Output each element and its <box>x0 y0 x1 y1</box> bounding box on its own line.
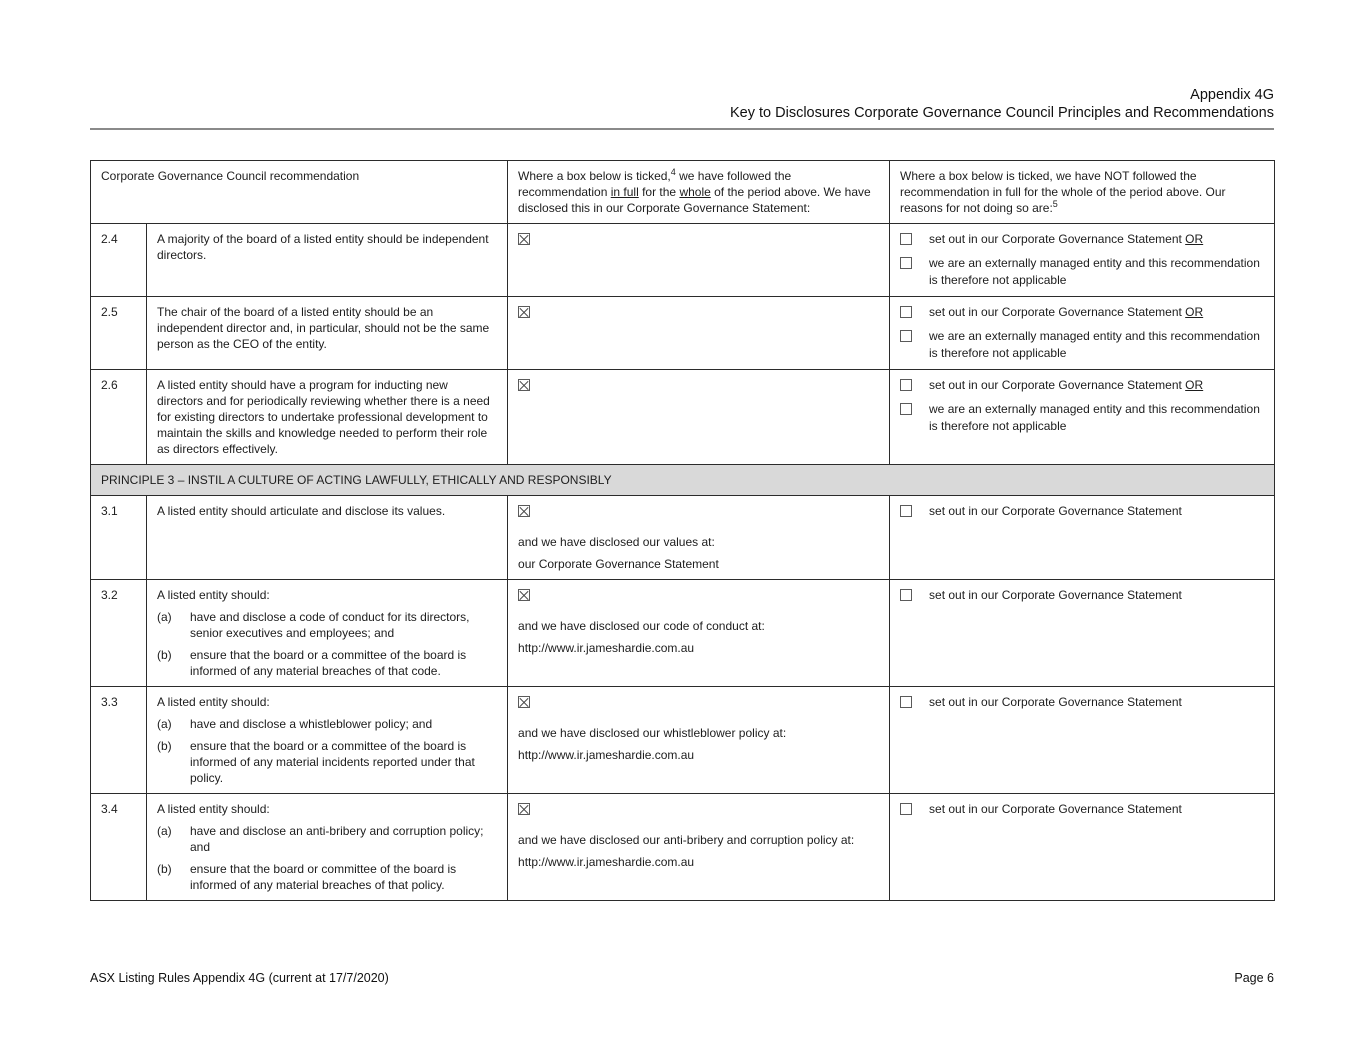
table-row-3-3 <box>91 687 1275 794</box>
not-followed-cell <box>890 370 1275 465</box>
rec-item-b: (b) ensure that the board or a committee of the board is informed of any material breaches of that code. <box>157 648 467 678</box>
checkbox-followed-3-2[interactable] <box>518 589 530 601</box>
footer-source: ASX Listing Rules Appendix 4G (current at 17/7/2020) <box>90 971 389 985</box>
table-row-3-4 <box>91 794 1275 901</box>
or-label: OR <box>1185 232 1204 246</box>
not-followed-cell <box>890 687 1275 794</box>
not-followed-cell <box>890 224 1275 297</box>
item-label-a: (a) <box>157 717 172 731</box>
disclosure-url: http://www.ir.jameshardie.com.au <box>518 748 695 762</box>
checkbox-set-out-3-1[interactable] <box>900 505 912 517</box>
rec-item-a: (a) have and disclose an anti-bribery and corruption policy; and <box>157 824 484 854</box>
row-number: 2.5 <box>91 297 147 370</box>
checkbox-set-out-2-6[interactable] <box>900 379 912 391</box>
underlined-in-full: in full <box>610 185 639 199</box>
not-followed-cell <box>890 496 1275 580</box>
row-number: 2.4 <box>91 224 147 297</box>
disclosure-line: and we have disclosed our anti-bribery and corruption policy at: <box>518 833 855 847</box>
rec-item-a: (a) have and disclose a whistleblower policy; and <box>157 717 433 731</box>
not-followed-cell <box>890 580 1275 687</box>
checkbox-set-out-3-2[interactable] <box>900 589 912 601</box>
recommendation-cell: A listed entity should: (a) have and disclose an anti-bribery and corruption policy; and (b) ensure that the board or committee of the board is informed of any material breaches of that policy. <box>147 794 508 901</box>
row-number: 3.4 <box>91 794 147 901</box>
checkbox-set-out-2-5[interactable] <box>900 306 912 318</box>
checkbox-followed-3-4[interactable] <box>518 803 530 815</box>
item-label-a: (a) <box>157 610 172 624</box>
row-number: 3.1 <box>91 496 147 580</box>
table-header-row <box>91 161 1275 224</box>
option-set-out: set out in our Corporate Governance Statement OR <box>900 377 1264 394</box>
table-row-3-1 <box>91 496 1275 580</box>
or-label: OR <box>1185 378 1204 392</box>
rec-item-b: (b) ensure that the board or a committee of the board is informed of any material incidents reported under that policy. <box>157 739 475 785</box>
option-set-out: set out in our Corporate Governance Statement OR <box>900 304 1264 321</box>
rec-item-b: (b) ensure that the board or committee of the board is informed of any material breaches of that policy. <box>157 862 457 892</box>
followed-cell <box>508 496 890 580</box>
recommendation-cell: A listed entity should: (a) have and disclose a whistleblower policy; and (b) ensure that the board or a committee of the board is informed of any material incidents reported under that policy. <box>147 687 508 794</box>
followed-cell <box>508 580 890 687</box>
header-not-followed-cell: Where a box below is ticked, we have NOT followed the recommendation in full for the whole of the period above. Our reasons for not doing so are:$^5$ <box>890 161 1275 224</box>
disclosure-url: http://www.ir.jameshardie.com.au <box>518 855 695 869</box>
underlined-whole: whole <box>679 185 711 199</box>
disclosure-location: our Corporate Governance Statement <box>518 557 719 571</box>
recommendation-cell: A listed entity should: (a) have and disclose a code of conduct for its directors, senior executives and employees; and (b) ensure that the board or a committee of the board is informed of any material breaches of that code. <box>147 580 508 687</box>
disclosure-line: and we have disclosed our values at: <box>518 535 715 549</box>
option-set-out: set out in our Corporate Governance Statement <box>900 694 1264 711</box>
checkbox-externally-managed-2-5[interactable] <box>900 330 912 342</box>
checkbox-externally-managed-2-6[interactable] <box>900 403 912 415</box>
checkbox-set-out-3-3[interactable] <box>900 696 912 708</box>
not-followed-cell <box>890 297 1275 370</box>
recommendation-cell: The chair of the board of a listed entity should be an independent director and, in particular, should not be the same person as the CEO of the entity. <box>147 297 508 370</box>
option-set-out: set out in our Corporate Governance Statement <box>900 587 1264 604</box>
page-number: Page 6 <box>1234 971 1274 985</box>
footnote-ref-4: 4 <box>670 167 676 177</box>
row-number: 3.2 <box>91 580 147 687</box>
table-row-2-4 <box>91 224 1275 297</box>
followed-cell <box>508 370 890 465</box>
governance-table <box>90 160 1275 901</box>
checkbox-followed-2-4[interactable] <box>518 233 530 245</box>
table-row-2-6 <box>91 370 1275 465</box>
item-label-b: (b) <box>157 739 172 753</box>
table-row-3-2 <box>91 580 1275 687</box>
checkbox-followed-2-6[interactable] <box>518 379 530 391</box>
option-externally-managed: we are an externally managed entity and this recommendation is therefore not applicable <box>900 255 1264 289</box>
followed-cell <box>508 297 890 370</box>
item-label-a: (a) <box>157 824 172 838</box>
principle-3-banner-row <box>91 465 1275 496</box>
disclosure-line: and we have disclosed our whistleblower policy at: <box>518 726 787 740</box>
checkbox-followed-3-3[interactable] <box>518 696 530 708</box>
document-footer <box>90 971 1274 985</box>
rec-item-a: (a) have and disclose a code of conduct for its directors, senior executives and employees; and <box>157 610 470 640</box>
option-set-out: set out in our Corporate Governance Statement <box>900 503 1264 520</box>
option-set-out: set out in our Corporate Governance Statement <box>900 801 1264 818</box>
checkbox-followed-3-1[interactable] <box>518 505 530 517</box>
option-externally-managed: we are an externally managed entity and this recommendation is therefore not applicable <box>900 328 1264 362</box>
header-recommendation-cell <box>91 161 508 224</box>
followed-cell <box>508 224 890 297</box>
principle-3-banner: PRINCIPLE 3 – INSTIL A CULTURE OF ACTING LAWFULLY, ETHICALLY AND RESPONSIBLY <box>91 465 1275 496</box>
checkbox-externally-managed-2-4[interactable] <box>900 257 912 269</box>
recommendation-cell: A listed entity should have a program for inducting new directors and for periodically reviewing whether there is a need for existing directors to undertake professional development to maintain the skills and knowledge needed to perform their role as directors effectively. <box>147 370 508 465</box>
followed-cell <box>508 687 890 794</box>
option-externally-managed: we are an externally managed entity and this recommendation is therefore not applicable <box>900 401 1264 435</box>
not-followed-cell <box>890 794 1275 901</box>
appendix-title: Appendix 4G <box>1190 87 1274 103</box>
row-number: 2.6 <box>91 370 147 465</box>
or-label: OR <box>1185 305 1204 319</box>
disclosure-url: http://www.ir.jameshardie.com.au <box>518 641 695 655</box>
footnote-ref-5: 5 <box>1052 199 1058 209</box>
item-label-b: (b) <box>157 648 172 662</box>
disclosure-line: and we have disclosed our code of conduct at: <box>518 619 765 633</box>
row-number: 3.3 <box>91 687 147 794</box>
checkbox-set-out-3-4[interactable] <box>900 803 912 815</box>
option-set-out: set out in our Corporate Governance Statement OR <box>900 231 1264 248</box>
recommendation-cell: A listed entity should articulate and disclose its values. <box>147 496 508 580</box>
item-label-b: (b) <box>157 862 172 876</box>
header-followed-cell: Where a box below is ticked,$^4$ we have followed the recommendation in full for the whole of the period above. We have disclosed this in our Corporate Governance Statement: <box>508 161 890 224</box>
followed-cell <box>508 794 890 901</box>
header-recommendation-label: Corporate Governance Council recommendation <box>101 169 360 183</box>
document-header <box>90 86 1274 130</box>
table-row-2-5 <box>91 297 1275 370</box>
document-title: Key to Disclosures Corporate Governance Council Principles and Recommendations <box>729 105 1274 121</box>
recommendation-cell: A majority of the board of a listed entity should be independent directors. <box>147 224 508 297</box>
checkbox-set-out-2-4[interactable] <box>900 233 912 245</box>
checkbox-followed-2-5[interactable] <box>518 306 530 318</box>
